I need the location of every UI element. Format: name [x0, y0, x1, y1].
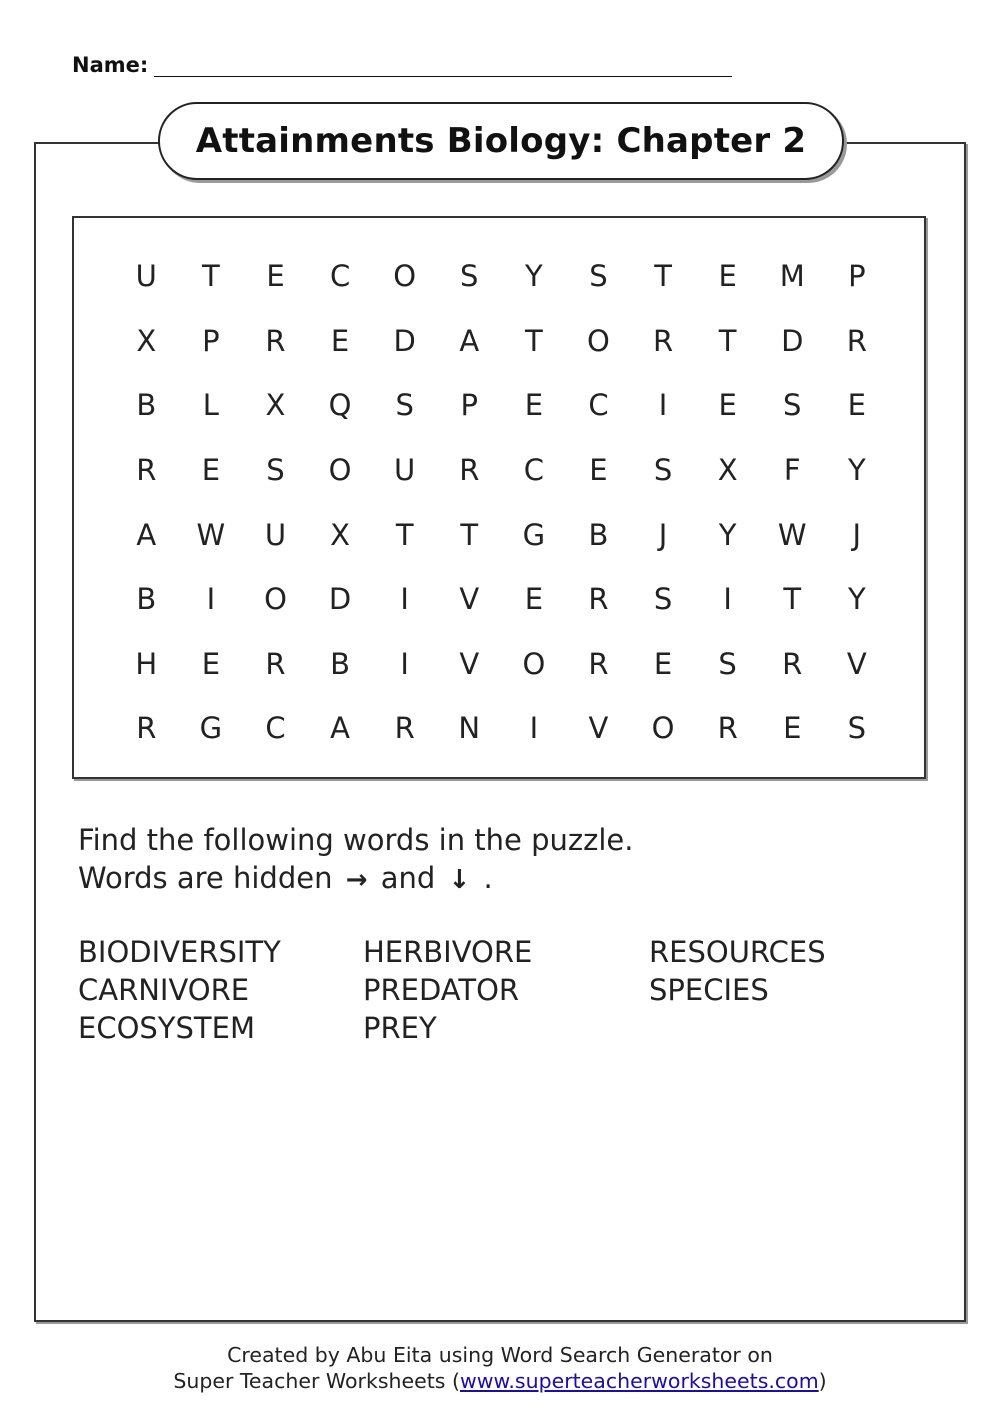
grid-letter[interactable]: X	[330, 517, 351, 552]
grid-letter[interactable]: T	[202, 259, 220, 294]
grid-letter[interactable]: G	[199, 711, 223, 746]
footer-link[interactable]: www.superteacherworksheets.com	[459, 1369, 819, 1393]
grid-letter[interactable]: E	[524, 388, 544, 423]
grid-letter[interactable]: O	[264, 582, 287, 617]
grid-letter[interactable]: X	[265, 388, 286, 423]
grid-letter[interactable]: R	[588, 646, 609, 681]
grid-letter[interactable]: E	[718, 259, 737, 294]
page-title: Attainments Biology: Chapter 2	[195, 121, 807, 161]
grid-letter[interactable]: I	[206, 582, 216, 617]
grid-letter[interactable]: I	[529, 711, 539, 746]
grid-letter[interactable]: B	[330, 646, 351, 681]
grid-letter[interactable]: R	[136, 453, 157, 488]
grid-letter[interactable]: C	[523, 453, 544, 488]
grid-letter[interactable]: E	[653, 646, 673, 681]
grid-letter[interactable]: H	[135, 646, 158, 681]
grid-letter[interactable]: R	[652, 323, 674, 358]
word-list	[78, 935, 899, 1049]
grid-letter[interactable]: D	[781, 323, 804, 358]
grid-letter[interactable]: G	[522, 517, 546, 552]
grid-letter[interactable]: R	[588, 582, 609, 617]
word-list-item: BIODIVERSITY	[78, 935, 281, 969]
grid-letter[interactable]: S	[395, 388, 414, 423]
grid-letter[interactable]: X	[717, 453, 738, 488]
grid-letter[interactable]: C	[265, 711, 286, 746]
grid-letter[interactable]: R	[459, 453, 480, 488]
grid-letter[interactable]: I	[400, 646, 409, 681]
grid-letter[interactable]: R	[717, 711, 738, 746]
grid-letter[interactable]: E	[718, 388, 737, 423]
footer-line-1: Created by Abu Eita using Word Search Generator on	[227, 1343, 773, 1367]
grid-letter[interactable]: O	[522, 646, 546, 681]
grid-letter[interactable]: Y	[847, 582, 866, 617]
word-list-item: CARNIVORE	[78, 973, 250, 1007]
grid-letter[interactable]: V	[459, 582, 480, 617]
grid-letter[interactable]: S	[266, 453, 285, 488]
grid-letter[interactable]: V	[846, 646, 867, 681]
grid-letter[interactable]: U	[264, 517, 287, 552]
footer	[0, 1342, 1000, 1394]
grid-letter[interactable]: Q	[328, 388, 352, 423]
grid-letter[interactable]: J	[852, 517, 862, 552]
grid-letter[interactable]: C	[588, 388, 609, 423]
grid-letter[interactable]: E	[330, 323, 350, 358]
grid-letter[interactable]: S	[847, 711, 867, 746]
grid-letter[interactable]: U	[394, 453, 416, 488]
grid-letter[interactable]: O	[393, 259, 417, 294]
grid-letter[interactable]: E	[201, 646, 221, 681]
grid-letter[interactable]: T	[525, 323, 543, 358]
name-blank-line	[154, 52, 732, 77]
grid-letter[interactable]: P	[202, 323, 220, 358]
grid-letter[interactable]: T	[460, 517, 479, 552]
grid-letter[interactable]: B	[588, 517, 609, 552]
grid-letter[interactable]: E	[589, 453, 608, 488]
grid-letter[interactable]: N	[458, 711, 481, 746]
grid-letter[interactable]: C	[329, 259, 351, 294]
grid-letter[interactable]: T	[395, 517, 414, 552]
title-banner	[158, 102, 844, 180]
grid-letter[interactable]: P	[460, 388, 479, 423]
grid-letter[interactable]: S	[653, 582, 673, 617]
word-list-item: PREY	[363, 1011, 437, 1045]
arrow-down-icon: ↓	[448, 865, 471, 895]
grid-letter[interactable]: O	[328, 453, 352, 488]
word-list-item: RESOURCES	[649, 935, 826, 969]
grid-letter[interactable]: S	[718, 646, 737, 681]
grid-letter[interactable]: T	[654, 259, 672, 294]
grid-letter[interactable]: Y	[525, 259, 543, 294]
grid-letter[interactable]: A	[330, 711, 350, 746]
grid-letter[interactable]: A	[459, 323, 480, 358]
grid-letter[interactable]: A	[136, 517, 157, 552]
grid-letter[interactable]: I	[400, 582, 409, 617]
name-label: Name:	[72, 53, 149, 77]
grid-letter[interactable]: Y	[718, 517, 737, 552]
grid-letter[interactable]: D	[328, 582, 352, 617]
instructions-period: .	[483, 861, 493, 895]
grid-letter[interactable]: R	[136, 711, 157, 746]
grid-letter[interactable]: R	[782, 646, 803, 681]
grid-letter[interactable]: V	[459, 646, 480, 681]
letter-grid	[114, 244, 889, 761]
grid-letter[interactable]: L	[202, 388, 219, 423]
word-list-item: ECOSYSTEM	[78, 1011, 255, 1045]
grid-letter[interactable]: T	[783, 582, 802, 617]
word-list-item: PREDATOR	[363, 973, 520, 1007]
grid-letter[interactable]: E	[847, 388, 866, 423]
footer-line-2	[0, 1368, 1000, 1394]
grid-letter[interactable]: S	[783, 388, 802, 423]
word-list-item: HERBIVORE	[363, 935, 533, 969]
instructions-hidden-text: Words are hidden	[78, 861, 333, 895]
grid-letter[interactable]: V	[588, 711, 609, 746]
grid-letter[interactable]: Y	[847, 453, 866, 488]
grid-letter[interactable]: W	[777, 517, 807, 552]
grid-letter[interactable]: W	[196, 517, 226, 552]
grid-letter[interactable]: I	[723, 582, 732, 617]
grid-letter[interactable]: E	[524, 582, 544, 617]
grid-letter[interactable]: R	[265, 323, 286, 358]
word-list-item: SPECIES	[649, 973, 769, 1007]
instructions	[78, 821, 633, 899]
word-search-puzzle	[72, 216, 926, 779]
grid-letter[interactable]: R	[394, 711, 415, 746]
instructions-and-text: and	[380, 861, 436, 895]
grid-letter[interactable]: E	[201, 453, 221, 488]
grid-letter[interactable]: F	[783, 453, 801, 488]
grid-letter[interactable]: O	[587, 323, 610, 358]
grid-letter[interactable]: U	[135, 259, 157, 294]
grid-letter[interactable]: O	[651, 711, 675, 746]
grid-letter[interactable]: X	[136, 323, 157, 358]
name-row	[72, 52, 732, 77]
grid-letter[interactable]: R	[265, 646, 286, 681]
footer-close-paren: )	[818, 1369, 827, 1393]
grid-letter[interactable]: E	[266, 259, 285, 294]
grid-letter[interactable]: S	[460, 259, 479, 294]
grid-letter[interactable]: S	[589, 259, 608, 294]
grid-letter[interactable]: M	[779, 259, 805, 294]
grid-letter[interactable]: R	[846, 323, 867, 358]
instructions-line-1: Find the following words in the puzzle.	[78, 823, 634, 857]
grid-letter[interactable]: P	[848, 259, 866, 294]
grid-letter[interactable]: S	[653, 453, 673, 488]
arrow-right-icon: →	[345, 865, 368, 895]
grid-letter[interactable]: B	[136, 388, 157, 423]
grid-letter[interactable]: T	[718, 323, 737, 358]
grid-letter[interactable]: E	[783, 711, 802, 746]
instructions-line-2	[78, 859, 633, 899]
footer-site-text: Super Teacher Worksheets (	[173, 1369, 460, 1393]
grid-letter[interactable]: J	[658, 517, 668, 552]
grid-letter[interactable]: B	[136, 582, 157, 617]
grid-letter[interactable]: D	[393, 323, 416, 358]
grid-letter[interactable]: I	[658, 388, 668, 423]
